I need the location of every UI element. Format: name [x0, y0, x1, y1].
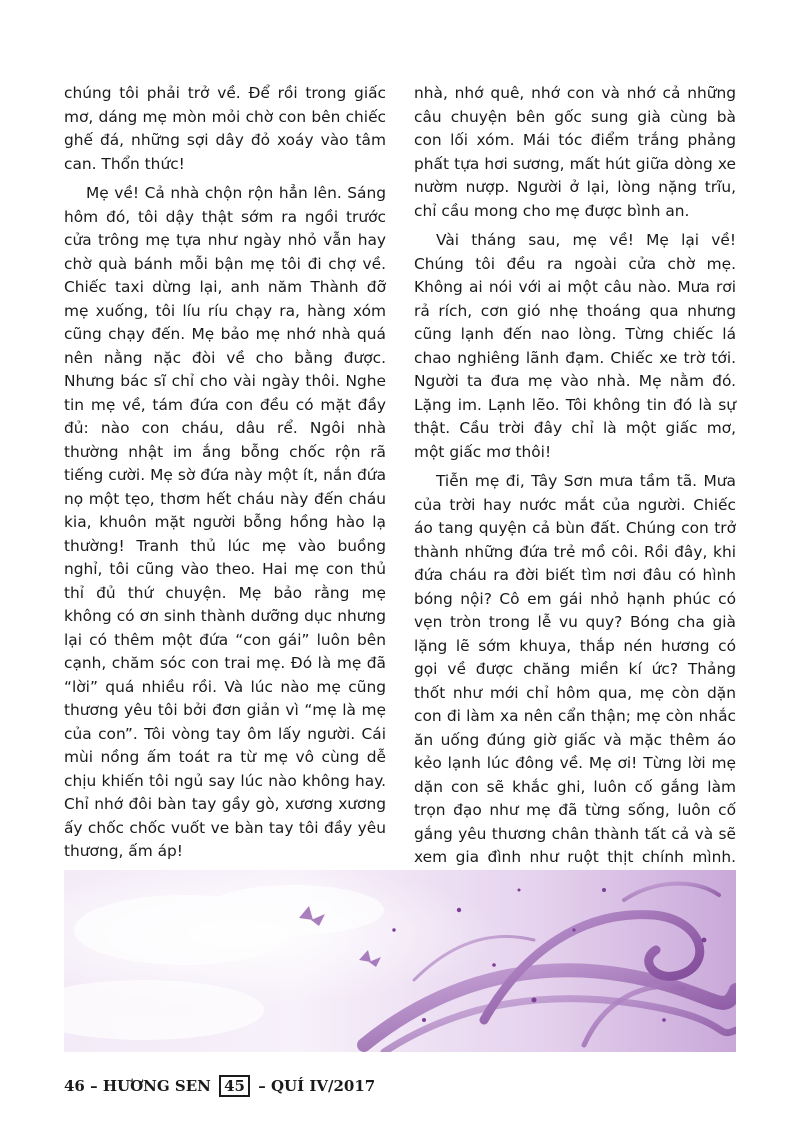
issue-period: QUÍ IV/2017 [270, 1077, 376, 1095]
magazine-name: HƯƠNG SEN [102, 1077, 211, 1095]
paragraph: Tiễn mẹ đi, Tây Sơn mưa tầm tã. Mưa của trời hay nước mắt của người. Chiếc áo tang quyện cả bùn đất. Chúng con trở thành những đứa trẻ mồ côi. Rồi đây, khi đứa cháu ra đời biết tìm nơi đâu có hình bóng nội? Cô em gái nhỏ hạnh phúc có vẹn tròn trong lễ vu quy? Bóng cha già lặng lẽ sớm khuya, thắp nén hương có gọi về được chăng miền kí ức? Thảng thốt như mới chỉ hôm qua, mẹ còn dặn con đi làm xa nên cẩn thận; mẹ còn nhắc ăn uống đúng giờ giấc và mặc thêm áo kẻo lạnh lúc đông về. Mẹ ơi! Từng lời mẹ dặn con sẽ khắc ghi, luôn cố gắng làm trọn đạo như mẹ đã từng sống, luôn cố gắng yêu thương chân thành tất cả và sẽ xem gia đình như ruột thịt chính mình. [414, 472, 736, 866]
paragraph: Vài tháng sau, mẹ về! Mẹ lại về! Chúng tôi đều ra ngoài cửa chờ mẹ. Không ai nói với ai một câu nào. Mưa rơi rả rích, cơn gió nhẹ thoáng qua nhưng cũng lạnh đến nao lòng. Từng chiếc lá chao nghiêng lãnh đạm. Chiếc xe trờ tới. Người ta đưa mẹ vào nhà. Mẹ nằm đó. Lặng im. Lạnh lẽo. Tôi không tin đó là sự thật. Cầu trời đây chỉ là một giấc mơ, một giấc mơ thôi! [414, 231, 736, 461]
footer-dash: – [90, 1077, 98, 1095]
article-column-left [64, 82, 386, 970]
page-footer [64, 1075, 375, 1097]
paragraph: chúng tôi phải trở về. Để rồi trong giấc mơ, dáng mẹ mòn mỏi chờ con bên chiếc ghế đá, những sợi dây đỏ xoáy vào tâm can. Thổn thức! [64, 84, 386, 173]
decorative-banner [64, 870, 736, 1052]
paragraph: nhà, nhớ quê, nhớ con và nhớ cả những câu chuyện bên gốc sung già cùng bà con lối xóm. Mái tóc điểm trắng phảng phất tựa hơi sương, mất hút giữa dòng xe nườm nượp. Người ở lại, lòng nặng trĩu, chỉ cầu mong cho mẹ được bình an. [414, 84, 736, 220]
paragraph: Mẹ về! Cả nhà chộn rộn hẳn lên. Sáng hôm đó, tôi dậy thật sớm ra ngồi trước cửa trông mẹ tựa như ngày nhỏ vẫn hay chờ quà bánh mỗi bận mẹ tôi đi chợ về. Chiếc taxi dừng lại, anh năm Thành đỡ mẹ xuống, tôi líu ríu chạy ra, hàng xóm cũng chạy đến. Mẹ bảo mẹ nhớ nhà quá nên nằng nặc đòi về cho bằng được. Nhưng bác sĩ chỉ cho vài ngày thôi. Nghe tin mẹ về, tám đứa con đều có mặt đầy đủ: nào con cháu, dâu rể. Ngôi nhà thường nhật im ắng bỗng chốc rộn rã tiếng cười. Mẹ sờ đứa này một ít, nắn đứa nọ một tẹo, thơm hết cháu này đến cháu kia, khuôn mặt người bỗng hồng hào lạ thường! Tranh thủ lúc mẹ vào buồng nghỉ, tôi cũng vào theo. Hai mẹ con thủ thỉ đủ thứ chuyện. Mẹ bảo rằng mẹ không có ơn sinh thành dưỡng dục nhưng lại có thêm một đứa “con gái” luôn bên cạnh, chăm sóc con trai mẹ. Đó là mẹ đã “lời” quá nhiều rồi. Và lúc nào mẹ cũng thương yêu tôi bởi đơn giản vì “mẹ là mẹ của con”. Tôi vòng tay ôm lấy người. Cái mùi nồng ấm toát ra từ mẹ vô cùng dễ chịu khiến tôi ngủ say lúc nào không hay. Chỉ nhớ đôi bàn tay gầy gò, xương xương ấy chốc chốc vuốt ve bàn tay tôi đầy yêu thương, ấm áp! [64, 184, 386, 860]
article-column-right [414, 82, 736, 944]
purple-swirl-illustration [64, 870, 736, 1052]
page-number: 46 [64, 1077, 85, 1095]
footer-dash: – [258, 1077, 266, 1095]
issue-number: 45 [219, 1075, 250, 1097]
